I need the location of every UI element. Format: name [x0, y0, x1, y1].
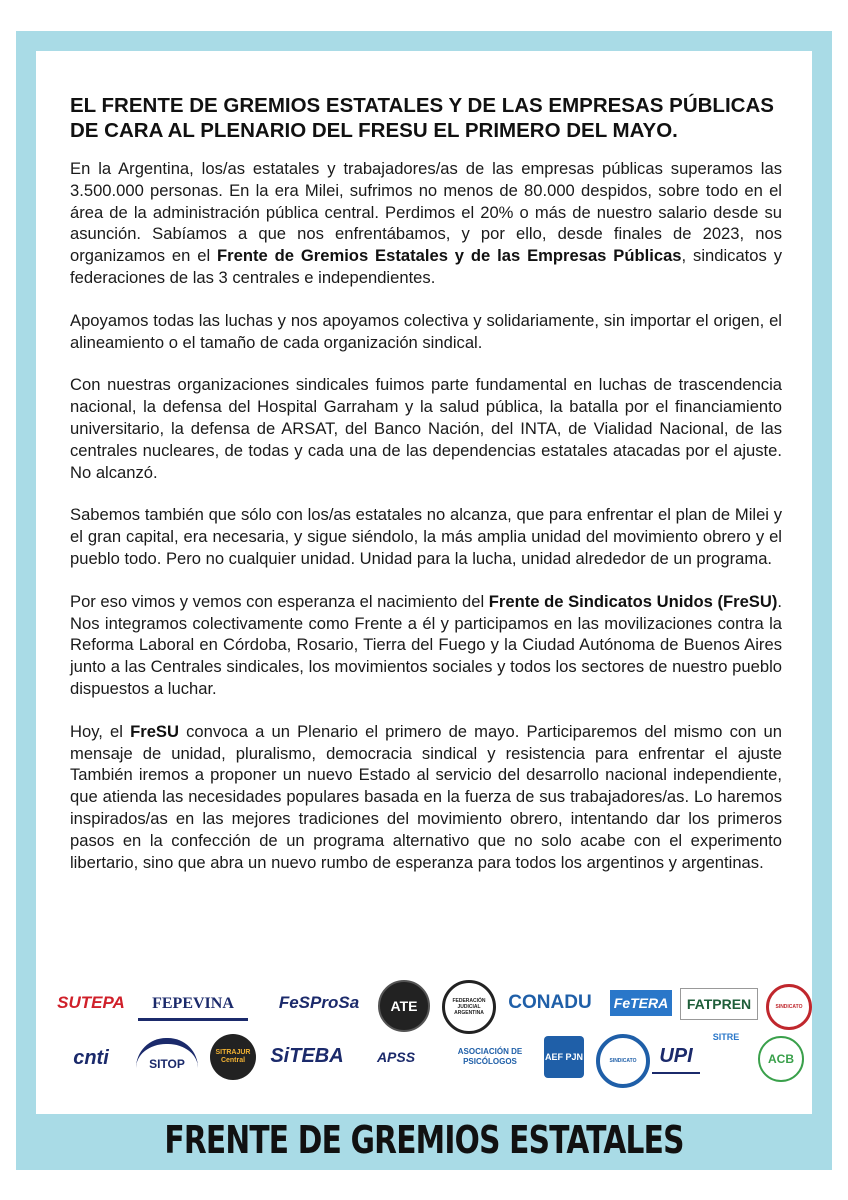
logo-acb: ACB [758, 1036, 804, 1082]
logo-sindicato-blue: SINDICATO [596, 1034, 650, 1088]
document-body [70, 158, 782, 894]
logo-sitrajur: SITRAJUR Central [210, 1034, 256, 1080]
logo-ate: ATE [378, 980, 430, 1032]
logo-asociacion-psicologos: ASOCIACIÓN DE PSICÓLOGOS [457, 1047, 523, 1066]
paragraph-1-text-c: , sindicatos y federaciones de las 3 centrales e independientes. [70, 246, 782, 287]
logo-fepevina: FEPEVINA [138, 990, 248, 1021]
logo-siteba: SiTEBA [270, 1044, 344, 1067]
paragraph-5-bold: Frente de Sindicatos Unidos (FreSU) [488, 591, 778, 611]
footer-title: FRENTE DE GREMIOS ESTATALES [164, 1118, 684, 1162]
logo-sitop: SITOP [136, 1038, 198, 1084]
logo-cnti: cnti [73, 1046, 109, 1069]
logo-fatpren: FATPREN [680, 988, 758, 1020]
paragraph-5-text-a: Por eso vimos y vemos con esperanza el nacimiento del [70, 591, 489, 611]
paragraph-2: Apoyamos todas las luchas y nos apoyamos colectiva y solidariamente, sin importar el origen, el alineamiento o el tamaño de cada organización sindical. [70, 310, 782, 352]
paragraph-6-bold: FreSU [130, 721, 179, 741]
paragraph-5 [70, 591, 782, 700]
paragraph-1-text-a: En la Argentina, los/as estatales y trabajadores/as de las empresas públicas superamos las 3.500.000 personas. En la era Milei, sufrimos no menos de 80.000 despidos, sobre todo en el área de la administración pública central. Perdimos el 20% o más de nuestro salario desde su asunción. Sabíamos a que nos enfrentábamos, y por ello, desde finales de 2023, nos organizamos en el [70, 159, 782, 266]
paragraph-6-text-c: convoca a un Plenario el primero de mayo. Participaremos del mismo con un mensaje de unidad, pluralismo, democracia sindical y resistencia para enfrentar el ajuste También iremos a proponer un nuevo Estado al servicio del desarrollo nacional independiente, que atienda las necesidades populares basada en la fuerza de sus trabajadores/as. Lo haremos inspirados/as en las mejores tradiciones del movimiento obrero, intentando dar los primeros pasos en la confección de un programa alternativo que no solo acabe con el experimento libertario, sino que abra un nuevo rumbo de esperanza para todos los argentinos y argentinas. [70, 721, 782, 872]
logo-upi: UPI [652, 1040, 700, 1074]
paragraph-6 [70, 721, 782, 874]
logo-conadu: CONADU [508, 992, 592, 1013]
logo-sindicato-red: SINDICATO [766, 984, 812, 1030]
logo-fetera: FeTERA [610, 990, 672, 1016]
logo-apss: APSS [376, 1049, 416, 1065]
logo-aef-pjn: AEF PJN [544, 1036, 584, 1078]
paragraph-5-text-c: . Nos integramos colectivamente como Frente a él y participamos en las movilizaciones contra la Reforma Laboral en Córdoba, Rosario, Tierra del Fuego y la Ciudad Autónoma de Buenos Aires junto a las Centrales sindicales, los movimientos sociales y todos los sectores de nuestro pueblo dispuestos a luchar. [70, 591, 783, 698]
title-line-1: EL FRENTE DE GREMIOS ESTATALES Y DE LAS EMPRESAS PÚBLICAS [70, 94, 774, 117]
logo-fesprosa: FeSProSa [278, 993, 360, 1012]
logos-row-1 [50, 980, 810, 1030]
paragraph-6-text-a: Hoy, el [70, 721, 131, 741]
title-line-2: DE CARA AL PLENARIO DEL FRESU EL PRIMERO DEL MAYO. [70, 119, 678, 142]
paragraph-4: Sabemos también que sólo con los/as estatales no alcanza, que para enfrentar el plan de Milei y el gran capital, era necesaria, y sigue siéndolo, la más amplia unidad del movimiento obrero y el pueblo todo. Pero no cualquier unidad. Unidad para la lucha, unidad alrededor de un programa. [70, 505, 782, 568]
logo-federacion-judicial: FEDERACIÓN JUDICIAL ARGENTINA [442, 980, 496, 1034]
paragraph-1-bold: Frente de Gremios Estatales y de las Empresas Públicas [217, 246, 682, 266]
paragraph-1 [70, 158, 782, 289]
document-title [70, 93, 790, 143]
logo-sitre: SITRE [712, 1032, 740, 1042]
logo-sutepa: SUTEPA [57, 993, 125, 1012]
paragraph-3: Con nuestras organizaciones sindicales fuimos parte fundamental en luchas de trascendencia nacional, la defensa del Hospital Garraham y la salud pública, la batalla por el financiamiento universitario, la defensa de ARSAT, del Banco Nación, del INTA, de Vialidad Nacional, de las centrales nucleares, de todas y cada una de las dependencias estatales atacadas por el ajuste. No alcanzó. [70, 375, 782, 482]
logos-row-2 [50, 1032, 810, 1084]
